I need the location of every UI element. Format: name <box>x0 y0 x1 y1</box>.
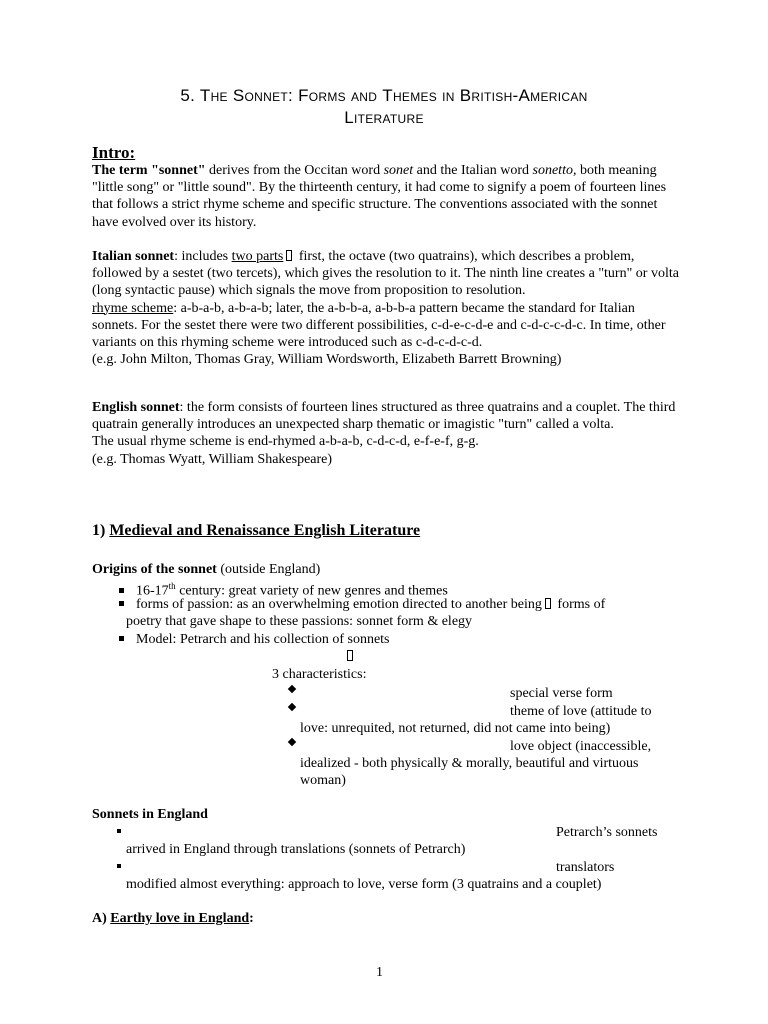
page-title: 5. The Sonnet: Forms and Themes in British-American Literature <box>180 86 588 127</box>
list-item: translators <box>556 860 615 875</box>
list-item: theme of love (attitude to <box>510 704 652 719</box>
page-number: 1 <box>376 965 383 980</box>
list-item-continuation: modified almost everything: approach to love, verse form (3 quatrains and a couplet) <box>126 877 602 892</box>
list-item: forms of passion: as an overwhelming emotion directed to another being forms of <box>119 596 679 613</box>
list-item: Model: Petrarch and his collection of sonnets <box>119 631 390 648</box>
list-item-continuation: idealized - both physically & morally, beautiful and virtuous <box>300 756 639 771</box>
section-heading: 1) Medieval and Renaissance English Literature <box>92 522 421 539</box>
bullet-square-icon <box>119 588 124 593</box>
list-item: Petrarch’s sonnets <box>556 825 658 840</box>
origins-heading: Origins of the sonnet (outside England) <box>92 562 321 577</box>
diamond-bullet-icon <box>289 683 303 700</box>
bullet-square-icon <box>119 601 124 606</box>
list-item: special verse form <box>510 686 613 701</box>
intro-paragraph: The term "sonnet" derives from the Occitan word sonet and the Italian word sonetto, both meaning "little song" or "little sound". By the thirteenth century, it had come to signify a poem of fourteen lines that follows a strict rhyme scheme and specific structure. The conventions associated with the sonnet have evolved over its history. <box>92 163 667 230</box>
arrow-down-icon <box>347 648 353 665</box>
sonnets-in-england-heading: Sonnets in England <box>92 807 208 822</box>
diamond-bullet-icon <box>289 736 303 753</box>
list-item: 16-17th century: great variety of new genres and themes <box>119 578 448 600</box>
list-item-continuation: love: unrequited, not returned, did not came into being) <box>300 721 611 736</box>
bullet-square-icon <box>117 823 133 840</box>
arrow-glyph-icon <box>286 250 292 261</box>
bullet-square-icon <box>119 636 124 641</box>
english-sonnet-paragraph: English sonnet: the form consists of fourteen lines structured as three quatrains and a couplet. The third quatrain generally introduces an unexpected sharp thematic or imagistic "turn" called a volta. The usual rhyme scheme is end-rhymed a-b-a-b, c-d-c-d, e-f-e-f, g-g. (e.g. Thomas Wyatt, William Shakespeare) <box>92 400 676 467</box>
arrow-glyph-icon <box>545 598 551 609</box>
subsection-heading: A) Earthy love in England: <box>92 911 254 926</box>
intro-heading: Intro: <box>92 143 136 162</box>
list-item-continuation: arrived in England through translations (sonnets of Petrarch) <box>126 842 466 857</box>
bullet-square-icon <box>117 858 133 875</box>
list-item-continuation: woman) <box>300 773 346 788</box>
characteristics-label: 3 characteristics: <box>272 667 367 682</box>
diamond-bullet-icon <box>289 701 303 718</box>
list-item-continuation: poetry that gave shape to these passions: sonnet form & elegy <box>126 614 473 629</box>
list-item: love object (inaccessible, <box>510 739 652 754</box>
italian-sonnet-paragraph: Italian sonnet: includes two parts first, the octave (two quatrains), which describes a problem, followed by a sestet (two tercets), which gives the resolution to it. The ninth line creates a "turn" or volta (long syntactic pause) which signals the move from proposition to resolution. rhyme scheme: a-b-a-b, a-b-a-b; later, the a-b-b-a, a-b-b-a pattern became the standard for Italian sonnets. For the sestet there were two different possibilities, c-d-e-c-d-e and c-d-c-c-d-c. In time, other variants on this rhyming scheme were introduced such as c-d-c-d-c-d. (e.g. John Milton, Thomas Gray, William Wordsworth, Elizabeth Barrett Browning) <box>92 249 679 368</box>
